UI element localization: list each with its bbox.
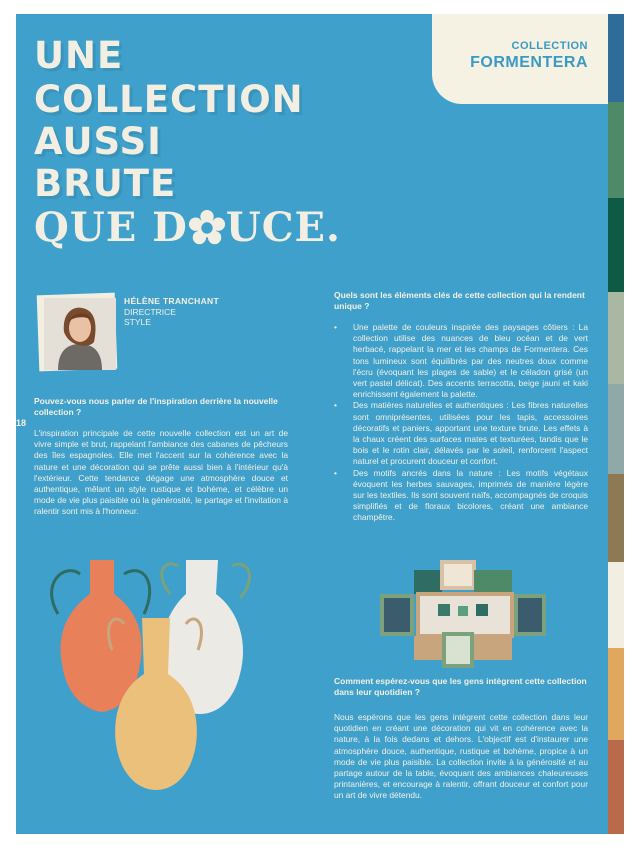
palette-swatch bbox=[608, 562, 624, 648]
list-item bbox=[334, 400, 588, 467]
palette-swatch bbox=[608, 740, 624, 834]
author-name: HÉLÈNE TRANCHANT bbox=[124, 296, 219, 306]
list-item-text: Des matières naturelles et authentiques : Les fibres naturelles sont omniprésentes, utilisées pour les tapis, accessoires décoratifs et paniers, apportant une texture brute. Les effets à la chaux créent des surfaces mates et texturées, tandis que le bois et le rotin clair, délavés par le soleil, renforcent l'aspect naturel et procurent douceur et confort. bbox=[353, 400, 588, 467]
key-elements-list bbox=[334, 322, 588, 524]
bullet-marker: • bbox=[334, 400, 337, 411]
author-role-line-1: DIRECTRICE bbox=[124, 307, 176, 317]
page-number: 18 bbox=[16, 418, 27, 428]
title-line-1: UNE bbox=[34, 34, 124, 77]
color-palette-strip bbox=[608, 14, 624, 834]
collection-label: COLLECTION bbox=[511, 40, 588, 52]
question-3: Comment espérez-vous que les gens intègrent cette collection dans leur quotidien ? bbox=[334, 676, 587, 697]
title-line-5 bbox=[34, 204, 341, 251]
author-role bbox=[124, 307, 176, 327]
palette-swatch bbox=[608, 198, 624, 292]
collection-name: FORMENTERA bbox=[470, 54, 588, 71]
list-item-text: Une palette de couleurs inspirée des paysages côtiers : La collection utilise des nuances de bleu océan et de vert herbacé, rappelant la mer et les champs de Formentera. Ces tons lumineux sont équilibrés par des neutres doux comme l'écru (évoquant les plages de sable) et le céladon grisé (un vert pastel délicat). Des accents terracotta, beige jauni et kaki enrichissent également la palette. bbox=[353, 322, 588, 400]
list-item bbox=[334, 468, 588, 524]
list-item bbox=[334, 322, 588, 400]
answer-1: L'inspiration principale de cette nouvelle collection est un art de vivre simple et brut, rappelant l'ambiance des cabanes de pêcheurs des îles espagnoles. Elle met l'accent sur la cohérence avec la nature et une décoration qui se prête aussi bien à l'intérieur qu'à l'extérieur. Cette tendance dégage une atmosphère douce et authentique, mêlant un style rustique et bohème, et célèbre un mode de vie plus paisible où la générosité, le partage et l'invitation à ralentir sont mis à l'honneur. bbox=[34, 428, 288, 517]
list-item-text: Des motifs ancrés dans la nature : Les motifs végétaux évoquent les herbes sauvages, imprimés de manière légère sur les textiles. Ils sont souvent naïfs, accompagnés de croquis simplifiés et de floraux bicolores, créant une ambiance champêtre. bbox=[353, 467, 588, 523]
palette-swatch bbox=[608, 292, 624, 384]
answer-3: Nous espérons que les gens intègrent cette collection dans leur quotidien en créant une décoration qui vit en cohérence avec la nature, à la fois dedans et dehors. L'objectif est d'instaurer une atmosphère douce, authentique, rustique et bohème, propice à un mode de vie plus paisible. La collection invite à la générosité et au partage autour de la table, évoquant des ambiances chaleureuses printanières, et encourage à ralentir, offrant douceur et confort pour un art de vivre détendu. bbox=[334, 712, 588, 801]
author-role-line-2: STYLE bbox=[124, 317, 151, 327]
vases-image bbox=[40, 554, 270, 800]
collection-tab bbox=[432, 14, 608, 104]
question-1: Pouvez-vous nous parler de l'inspiration derrière la nouvelle collection ? bbox=[34, 396, 278, 417]
question-2: Quels sont les éléments clés de cette collection qui la rendent unique ? bbox=[334, 290, 585, 311]
title-line-5-end: UCE. bbox=[225, 204, 341, 251]
author-photo bbox=[44, 298, 116, 370]
flower-icon bbox=[188, 209, 226, 247]
title-line-5-start: QUE D bbox=[34, 204, 188, 251]
palette-swatch bbox=[608, 14, 624, 102]
palette-swatch bbox=[608, 474, 624, 562]
bullet-marker: • bbox=[334, 467, 337, 478]
title-line-2: COLLECTION bbox=[34, 78, 304, 121]
palette-swatch bbox=[608, 648, 624, 740]
title-line-3: AUSSI bbox=[34, 120, 162, 163]
bullet-marker: • bbox=[334, 322, 337, 332]
author-photo-drawing bbox=[44, 298, 116, 370]
palette-swatch bbox=[608, 102, 624, 198]
photo-frames-image bbox=[378, 560, 548, 670]
palette-swatch bbox=[608, 384, 624, 474]
title-line-4: BRUTE bbox=[34, 162, 177, 205]
